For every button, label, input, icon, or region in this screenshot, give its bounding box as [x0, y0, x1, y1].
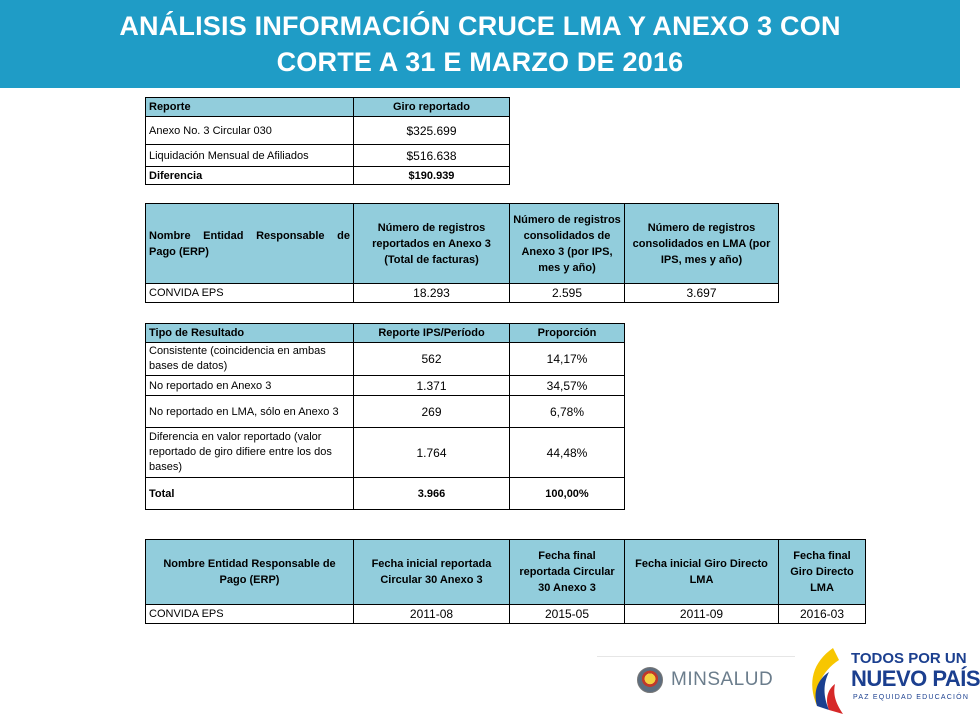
tpnp-line-1: TODOS POR UN: [851, 650, 967, 667]
total-label: Total: [146, 478, 354, 510]
result-label: Diferencia en valor reportado (valor reportado de giro difiere entre los dos bases): [146, 428, 354, 478]
consolidados-lma-value: 3.697: [625, 284, 779, 303]
header-fecha-inicial-lma: Fecha inicial Giro Directo LMA: [625, 540, 779, 605]
fecha-final-lma-value: 2016-03: [779, 605, 866, 624]
minsalud-logo: [597, 656, 795, 702]
tipo-resultado-table: [145, 323, 625, 510]
header-erp: Nombre Entidad Responsable de Pago (ERP): [146, 204, 354, 284]
result-count: 562: [354, 343, 510, 376]
result-label: Consistente (coincidencia en ambas bases de datos): [146, 343, 354, 376]
result-proportion: 6,78%: [510, 396, 625, 428]
total-label: Diferencia: [146, 167, 354, 185]
fecha-inicial-anexo3-value: 2011-08: [354, 605, 510, 624]
todos-por-un-nuevo-pais-logo: [803, 644, 980, 716]
header-consolidados-anexo3: Número de registros consolidados de Anexo 3 (por IPS, mes y año): [510, 204, 625, 284]
header-consolidados-lma: Número de registros consolidados en LMA (por IPS, mes y año): [625, 204, 779, 284]
fecha-inicial-lma-value: 2011-09: [625, 605, 779, 624]
result-proportion: 14,17%: [510, 343, 625, 376]
title-line-1: ANÁLISIS INFORMACIÓN CRUCE LMA Y ANEXO 3 CON: [119, 11, 841, 41]
registros-table: [145, 203, 779, 303]
result-label: No reportado en Anexo 3: [146, 376, 354, 396]
fechas-table: [145, 539, 866, 624]
result-count: 1.764: [354, 428, 510, 478]
header-giro-reportado: Giro reportado: [354, 98, 510, 117]
header-fecha-inicial-anexo3: Fecha inicial reportada Circular 30 Anexo 3: [354, 540, 510, 605]
total-count: 3.966: [354, 478, 510, 510]
slide-title: [0, 0, 960, 88]
row-label: Anexo No. 3 Circular 030: [146, 117, 354, 145]
result-proportion: 44,48%: [510, 428, 625, 478]
erp-name: CONVIDA EPS: [146, 284, 354, 303]
result-count: 269: [354, 396, 510, 428]
total-value: $190.939: [354, 167, 510, 185]
header-proporcion: Proporción: [510, 324, 625, 343]
header-registros-anexo3: Número de registros reportados en Anexo 3 (Total de facturas): [354, 204, 510, 284]
erp-name: CONVIDA EPS: [146, 605, 354, 624]
result-label: No reportado en LMA, sólo en Anexo 3: [146, 396, 354, 428]
minsalud-wordmark: MINSALUD: [671, 668, 774, 690]
row-value: $325.699: [354, 117, 510, 145]
result-count: 1.371: [354, 376, 510, 396]
header-fecha-final-anexo3: Fecha final reportada Circular 30 Anexo 3: [510, 540, 625, 605]
tpnp-line-2: NUEVO PAÍS: [851, 666, 980, 691]
header-erp: Nombre Entidad Responsable de Pago (ERP): [146, 540, 354, 605]
row-value: $516.638: [354, 145, 510, 167]
row-label: Liquidación Mensual de Afiliados: [146, 145, 354, 167]
header-reporte: Reporte: [146, 98, 354, 117]
giro-reportado-table: [145, 97, 510, 185]
result-proportion: 34,57%: [510, 376, 625, 396]
registros-anexo3-value: 18.293: [354, 284, 510, 303]
colombia-flag-swoosh-icon: [803, 644, 851, 716]
tpnp-line-3: PAZ EQUIDAD EDUCACIÓN: [853, 694, 970, 701]
header-tipo-resultado: Tipo de Resultado: [146, 324, 354, 343]
header-reporte-ips: Reporte IPS/Período: [354, 324, 510, 343]
coat-of-arms-icon: [637, 667, 663, 693]
total-proportion: 100,00%: [510, 478, 625, 510]
title-line-2: CORTE A 31 E MARZO DE 2016: [276, 47, 684, 77]
fecha-final-anexo3-value: 2015-05: [510, 605, 625, 624]
consolidados-anexo3-value: 2.595: [510, 284, 625, 303]
header-fecha-final-lma: Fecha final Giro Directo LMA: [779, 540, 866, 605]
